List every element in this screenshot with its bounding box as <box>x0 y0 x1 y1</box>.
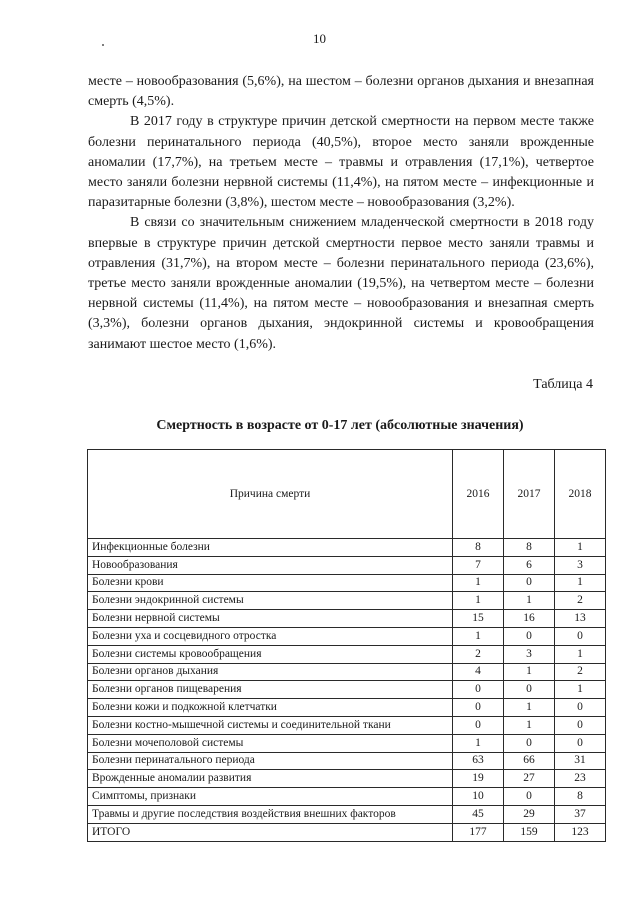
header-2018: 2018 <box>555 450 606 539</box>
row-value-2016: 0 <box>453 716 504 734</box>
row-value-2016: 0 <box>453 681 504 699</box>
row-value-2016: 177 <box>453 823 504 841</box>
row-cause: Симптомы, признаки <box>88 788 453 806</box>
row-value-2018: 0 <box>555 627 606 645</box>
table-row <box>88 645 606 663</box>
row-cause: Болезни системы кровообращения <box>88 645 453 663</box>
row-value-2018: 1 <box>555 574 606 592</box>
row-value-2016: 1 <box>453 627 504 645</box>
row-value-2017: 27 <box>504 770 555 788</box>
row-value-2017: 0 <box>504 574 555 592</box>
paragraph: В 2017 году в структуре причин детской смертности на первом месте также болезни перинатального периода (40,5%), второе место заняли врожденные аномалии (17,7%), на третьем месте – травмы и отравления (17,1%), четвертое место заняли болезни нервной системы (11,4%), на пятом месте – инфекционные и паразитарные болезни (3,8%), шестом месте – новообразования (3,2%). <box>88 114 594 211</box>
row-value-2017: 0 <box>504 734 555 752</box>
table-row <box>88 663 606 681</box>
table-row <box>88 805 606 823</box>
row-value-2018: 123 <box>555 823 606 841</box>
table-row <box>88 574 606 592</box>
table-label: Таблица 4 <box>533 377 593 392</box>
row-value-2018: 31 <box>555 752 606 770</box>
row-cause: Новообразования <box>88 556 453 574</box>
row-value-2018: 37 <box>555 805 606 823</box>
row-value-2018: 23 <box>555 770 606 788</box>
row-value-2017: 0 <box>504 788 555 806</box>
row-value-2017: 159 <box>504 823 555 841</box>
row-value-2017: 29 <box>504 805 555 823</box>
row-value-2018: 1 <box>555 539 606 557</box>
row-value-2016: 15 <box>453 610 504 628</box>
row-cause: Болезни кожи и подкожной клетчатки <box>88 699 453 717</box>
row-value-2017: 0 <box>504 681 555 699</box>
row-cause: ИТОГО <box>88 823 453 841</box>
row-value-2016: 8 <box>453 539 504 557</box>
row-value-2017: 16 <box>504 610 555 628</box>
table-row <box>88 788 606 806</box>
row-value-2017: 6 <box>504 556 555 574</box>
row-cause: Болезни органов дыхания <box>88 663 453 681</box>
table-row <box>88 716 606 734</box>
paragraph: В связи со значительным снижением младенческой смертности в 2018 году впервые в структуре причин детской смертности первое место заняли травмы и отравления (31,7%), на втором месте – болезни перинатального периода (23,6%), третье место заняли врожденные аномалии (19,5%), на четвертом месте – болезни нервной системы (11,4%), на пятом месте – новообразования и внезапная смерть (3,3%), болезни органов дыхания, эндокринной системы и кровообращения занимают шестое место (1,6%). <box>88 215 594 352</box>
row-value-2017: 66 <box>504 752 555 770</box>
header-2016: 2016 <box>453 450 504 539</box>
table-row <box>88 627 606 645</box>
row-value-2017: 3 <box>504 645 555 663</box>
table-row <box>88 556 606 574</box>
row-cause: Болезни костно-мышечной системы и соединительной ткани <box>88 716 453 734</box>
table-row <box>88 770 606 788</box>
row-cause: Болезни мочеполовой системы <box>88 734 453 752</box>
page-number: 10 <box>313 31 326 46</box>
row-value-2018: 0 <box>555 716 606 734</box>
table-title: Смертность в возрасте от 0-17 лет (абсолютные значения) <box>156 418 524 433</box>
row-value-2018: 0 <box>555 734 606 752</box>
row-value-2018: 3 <box>555 556 606 574</box>
row-cause: Врожденные аномалии развития <box>88 770 453 788</box>
row-cause: Травмы и другие последствия воздействия внешних факторов <box>88 805 453 823</box>
row-value-2016: 45 <box>453 805 504 823</box>
header-cause: Причина смерти <box>88 450 453 539</box>
table-row <box>88 681 606 699</box>
table-row <box>88 752 606 770</box>
body-text <box>88 72 594 355</box>
row-value-2016: 4 <box>453 663 504 681</box>
row-cause: Инфекционные болезни <box>88 539 453 557</box>
row-cause: Болезни нервной системы <box>88 610 453 628</box>
row-value-2016: 1 <box>453 734 504 752</box>
table-row <box>88 823 606 841</box>
row-cause: Болезни уха и сосцевидного отростка <box>88 627 453 645</box>
row-value-2018: 13 <box>555 610 606 628</box>
row-cause: Болезни эндокринной системы <box>88 592 453 610</box>
row-value-2017: 1 <box>504 699 555 717</box>
table-row <box>88 610 606 628</box>
row-value-2018: 8 <box>555 788 606 806</box>
paragraph: месте – новообразования (5,6%), на шестом – болезни органов дыхания и внезапная смерть (4,5%). <box>88 74 594 110</box>
row-value-2016: 2 <box>453 645 504 663</box>
row-value-2017: 0 <box>504 627 555 645</box>
row-cause: Болезни крови <box>88 574 453 592</box>
table-row <box>88 539 606 557</box>
row-value-2017: 1 <box>504 663 555 681</box>
row-value-2018: 1 <box>555 645 606 663</box>
row-value-2016: 10 <box>453 788 504 806</box>
mortality-table <box>87 449 606 842</box>
table-row <box>88 699 606 717</box>
row-value-2016: 1 <box>453 574 504 592</box>
row-value-2018: 2 <box>555 592 606 610</box>
row-value-2018: 0 <box>555 699 606 717</box>
row-value-2018: 2 <box>555 663 606 681</box>
row-cause: Болезни перинатального периода <box>88 752 453 770</box>
row-value-2016: 19 <box>453 770 504 788</box>
table-row <box>88 734 606 752</box>
table-row <box>88 592 606 610</box>
row-value-2016: 0 <box>453 699 504 717</box>
row-value-2016: 7 <box>453 556 504 574</box>
row-cause: Болезни органов пищеварения <box>88 681 453 699</box>
row-value-2016: 1 <box>453 592 504 610</box>
row-value-2017: 8 <box>504 539 555 557</box>
row-value-2016: 63 <box>453 752 504 770</box>
table-header-row <box>88 450 606 539</box>
scan-dot <box>102 44 104 46</box>
row-value-2017: 1 <box>504 592 555 610</box>
row-value-2018: 1 <box>555 681 606 699</box>
header-2017: 2017 <box>504 450 555 539</box>
row-value-2017: 1 <box>504 716 555 734</box>
